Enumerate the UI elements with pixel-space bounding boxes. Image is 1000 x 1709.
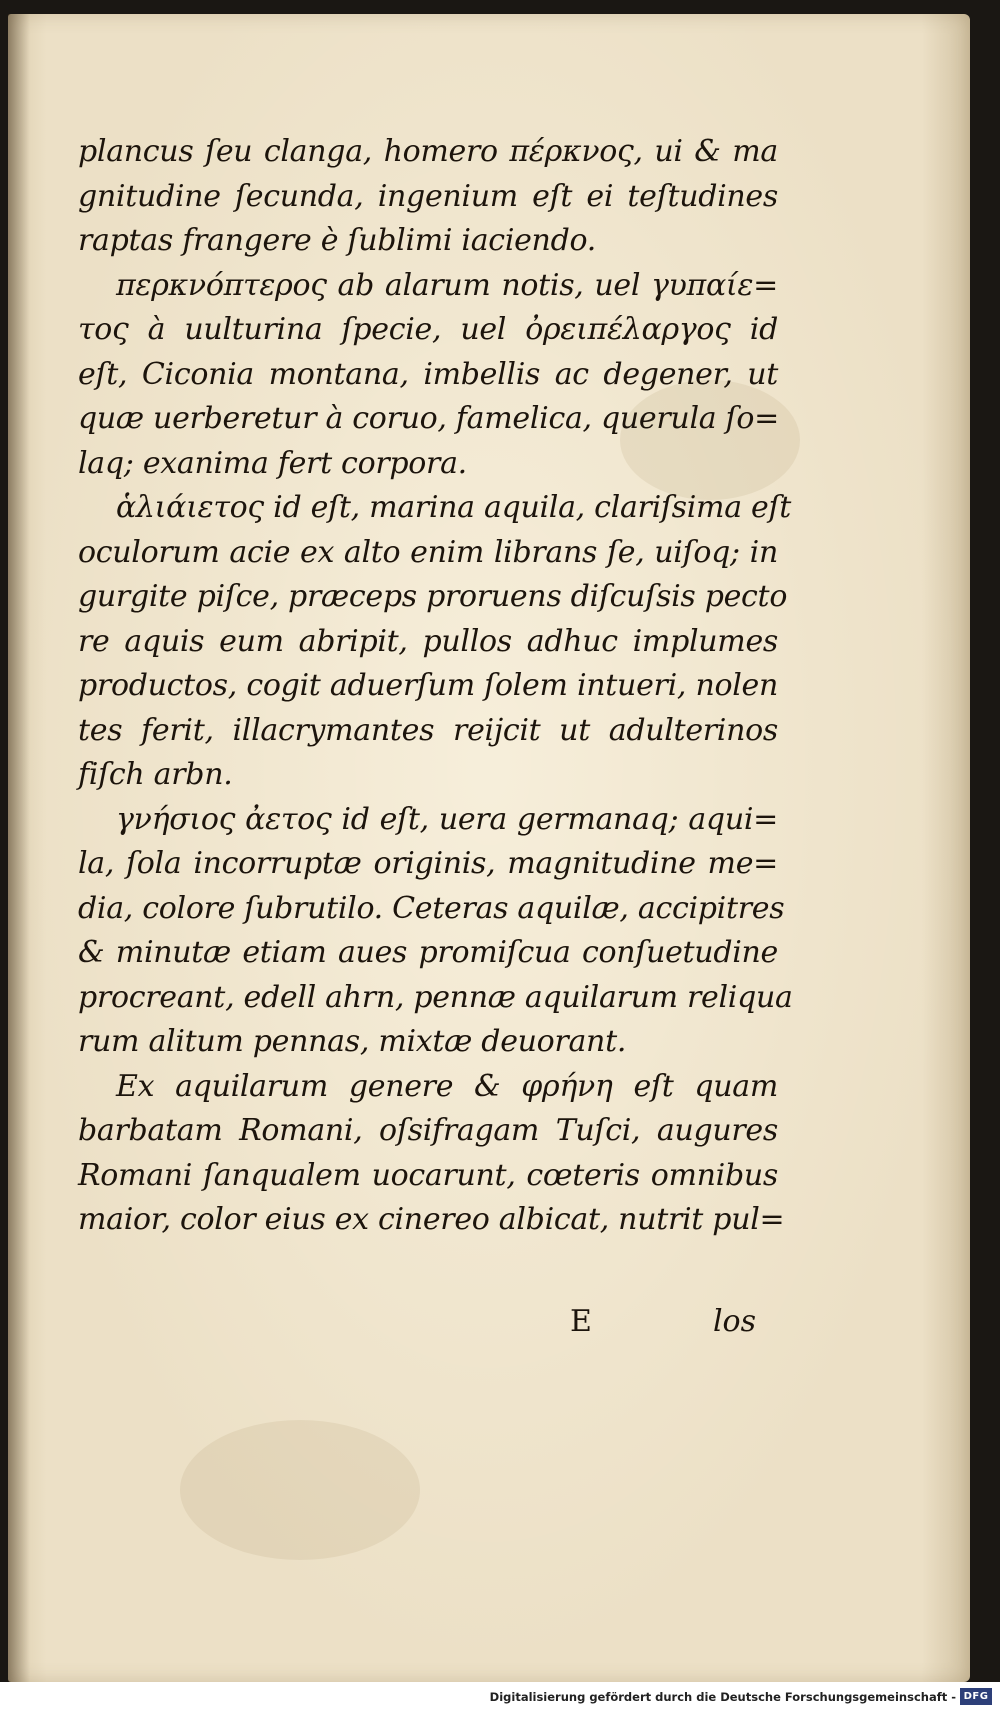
text-line: gnitudine ſecunda, ingenium eſt ei teſtudines (78, 178, 778, 214)
text-line: quæ uerberetur à coruo, famelica, querula ſo= (78, 401, 779, 436)
text-line: raptas frangere è ſublimi iaciendo. (78, 223, 596, 258)
text-line: rum alitum pennas, mixtæ deuorant. (78, 1024, 627, 1059)
text-line: τος à uulturina ſpecie, uel ὀρειπέλαργος id (78, 312, 778, 347)
paper-stain (180, 1420, 420, 1560)
page-gutter-shadow (8, 14, 30, 1682)
text-line: γνήσιος ἀετος id eſt, uera germanaq; aqui= (116, 801, 778, 837)
text-line: gurgite piſce, præceps proruens diſcuſsis pecto (78, 579, 788, 614)
signature-mark: E (570, 1304, 592, 1339)
text-line: & minutæ etiam aues promiſcua conſuetudine (78, 935, 778, 970)
text-line: oculorum acie ex alto enim librans ſe, uiſoq; in (78, 534, 778, 570)
page-text-block (78, 130, 793, 1243)
text-line: dia, colore ſubrutilo. Ceteras aquilæ, accipitres (78, 890, 785, 926)
page-footer (78, 1300, 778, 1344)
text-line: barbatam Romani, oſsifragam Tuſci, augures (78, 1113, 778, 1148)
text-line: tes ferit, illacrymantes reijcit ut adulterinos (78, 712, 778, 748)
text-line: procreant, edell ahrn, pennæ aquilarum reliqua (78, 979, 793, 1015)
text-line: productos, cogit aduerſum ſolem intueri, nolen (78, 668, 778, 703)
dfg-logo-icon: DFG (960, 1688, 992, 1705)
text-line: ἁλιάιετος id eſt, marina aquila, clariſsima eſt (116, 490, 792, 525)
text-line: fiſch arbn. (78, 757, 233, 792)
digitization-credit-bar (0, 1682, 1000, 1709)
text-line: περκνόπτερος ab alarum notis, uel γυπαίε= (116, 267, 778, 303)
catchword: los (712, 1304, 756, 1339)
text-line: re aquis eum abripit, pullos adhuc implumes (78, 623, 778, 659)
text-line: la, ſola incorruptæ originis, magnitudine me= (78, 846, 778, 881)
text-line: eſt, Ciconia montana, imbellis ac degener, ut (78, 356, 778, 392)
text-line: Romani ſanqualem uocarunt, cœteris omnibus (78, 1157, 778, 1193)
text-line: maior, color eius ex cinereo albicat, nutrit pul= (78, 1202, 785, 1237)
text-line: plancus ſeu clanga, homero πέρκνος, ui & ma (78, 134, 778, 169)
text-line: laq; exanima fert corpora. (78, 445, 467, 481)
text-line: Ex aquilarum genere & φρήνη eſt quam (116, 1068, 778, 1104)
digitization-credit-text: Digitalisierung gefördert durch die Deutsche Forschungsgemeinschaft - (489, 1690, 956, 1704)
